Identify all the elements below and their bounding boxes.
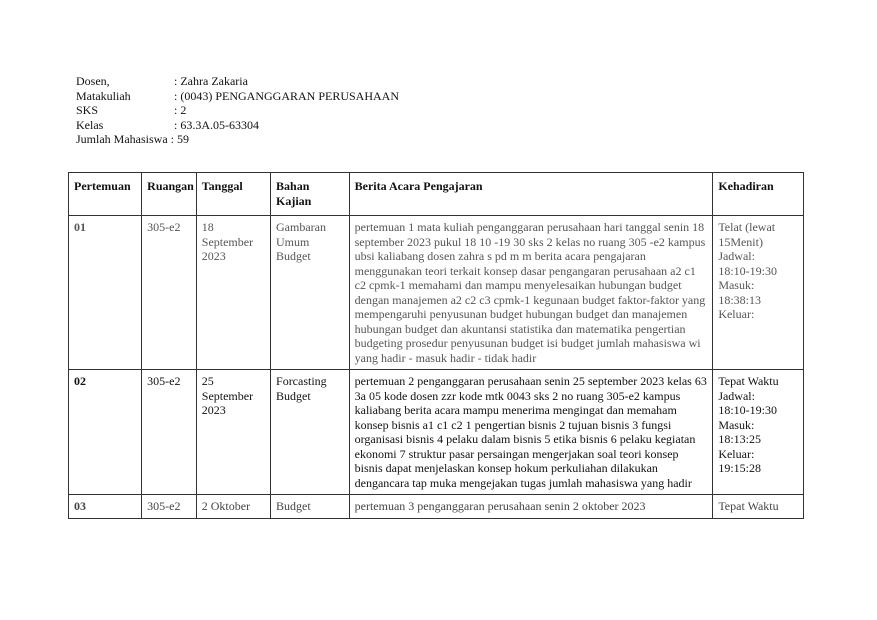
jumlah-label: Jumlah Mahasiswa [76, 132, 168, 147]
info-row-dosen [76, 74, 399, 89]
column-header-ruangan: Ruangan [142, 173, 197, 216]
cell-tanggal: 25 September 2023 [196, 370, 270, 495]
cell-pertemuan: 02 [69, 370, 142, 495]
teaching-log-table [68, 172, 804, 519]
cell-ruangan: 305-e2 [142, 216, 197, 370]
table-header-row [69, 173, 804, 216]
cell-ruangan: 305-e2 [142, 495, 197, 519]
table-row [69, 495, 804, 519]
cell-pertemuan: 03 [69, 495, 142, 519]
cell-ruangan: 305-e2 [142, 370, 197, 495]
dosen-label: Dosen, [76, 74, 110, 88]
cell-kehadiran: Tepat Waktu [713, 495, 804, 519]
column-header-kehadiran: Kehadiran [713, 173, 804, 216]
kelas-label: Kelas [76, 117, 104, 132]
column-header-bahan-kajian: Bahan Kajian [271, 173, 350, 216]
sks-label: SKS [76, 103, 99, 118]
sks-value: : 2 [174, 103, 187, 118]
cell-bahan-kajian: Budget [271, 495, 350, 519]
info-row-jumlah [76, 132, 399, 147]
cell-berita-acara: pertemuan 1 mata kuliah penganggaran perusahaan hari tanggal senin 18 september 2023 pukul 18 10 -19 30 sks 2 kelas no ruang 305 -e2 kampus ubsi kaliabang dosen zahra s pd m m berita acara pengajaran menggunakan teori terkait konsep dasar pengangaran perusahaan a2 c1 c2 cpmk-1 memahami dan mampu menyelesaikan hubungan budget dengan manajemen a2 c2 c3 cpmk-1 kegunaan budget faktor-faktor yang mempengaruhi penyusunan budget hubungan budget dan manajemen hubungan budget dan akuntansi statistika dan matematika pengertian budgeting prosedur penyusunan budget isi budget jumlah mahasiswa wi yang hadir - masuk hadir - tidak hadir [349, 216, 713, 370]
cell-kehadiran: Telat (lewat 15Menit) Jadwal: 18:10-19:30 Masuk: 18:38:13 Keluar: [713, 216, 804, 370]
info-row-kelas [76, 118, 399, 133]
column-header-tanggal: Tanggal [196, 173, 270, 216]
column-header-pertemuan: Pertemuan [69, 173, 142, 216]
matakuliah-value: : (0043) PENGANGGARAN PERUSAHAAN [174, 88, 400, 103]
cell-kehadiran: Tepat Waktu Jadwal: 18:10-19:30 Masuk: 18:13:25 Keluar: 19:15:28 [713, 370, 804, 495]
cell-tanggal: 18 September 2023 [196, 216, 270, 370]
table-row [69, 216, 804, 370]
cell-berita-acara: pertemuan 3 penganggaran perusahaan senin 2 oktober 2023 [349, 495, 713, 519]
column-header-berita-acara: Berita Acara Pengajaran [349, 173, 713, 216]
table-row [69, 370, 804, 495]
cell-pertemuan: 01 [69, 216, 142, 370]
jumlah-value: : 59 [167, 132, 189, 147]
cell-bahan-kajian: Gambaran Umum Budget [271, 216, 350, 370]
info-row-matakuliah [76, 89, 399, 104]
dosen-value: : Zahra Zakaria [174, 74, 248, 88]
course-info [76, 74, 399, 147]
matakuliah-label: Matakuliah [76, 88, 131, 103]
cell-tanggal: 2 Oktober [196, 495, 270, 519]
kelas-value: : 63.3A.05-63304 [174, 117, 259, 132]
cell-berita-acara: pertemuan 2 penganggaran perusahaan senin 25 september 2023 kelas 63 3a 05 kode dosen zzr kode mtk 0043 sks 2 no ruang 305-e2 kampus kaliabang berita acara mampu menerima mengingat dan memaham konsep bisnis a1 c1 c2 1 pengertian bisnis 2 tujuan bisnis 3 fungsi organisasi bisnis 4 pelaku dalam bisnis 5 etika bisnis 6 pelaku kegiatan ekonomi 7 struktur pasar persaingan mengerjakan soal teori konsep bisnis dapat menjelaskan konsep hokum perkuliahan dilakukan dengancara tap muka mengejakan tugas jumlah mahasiswa yang hadir [349, 370, 713, 495]
cell-bahan-kajian: Forcasting Budget [271, 370, 350, 495]
info-row-sks [76, 103, 399, 118]
